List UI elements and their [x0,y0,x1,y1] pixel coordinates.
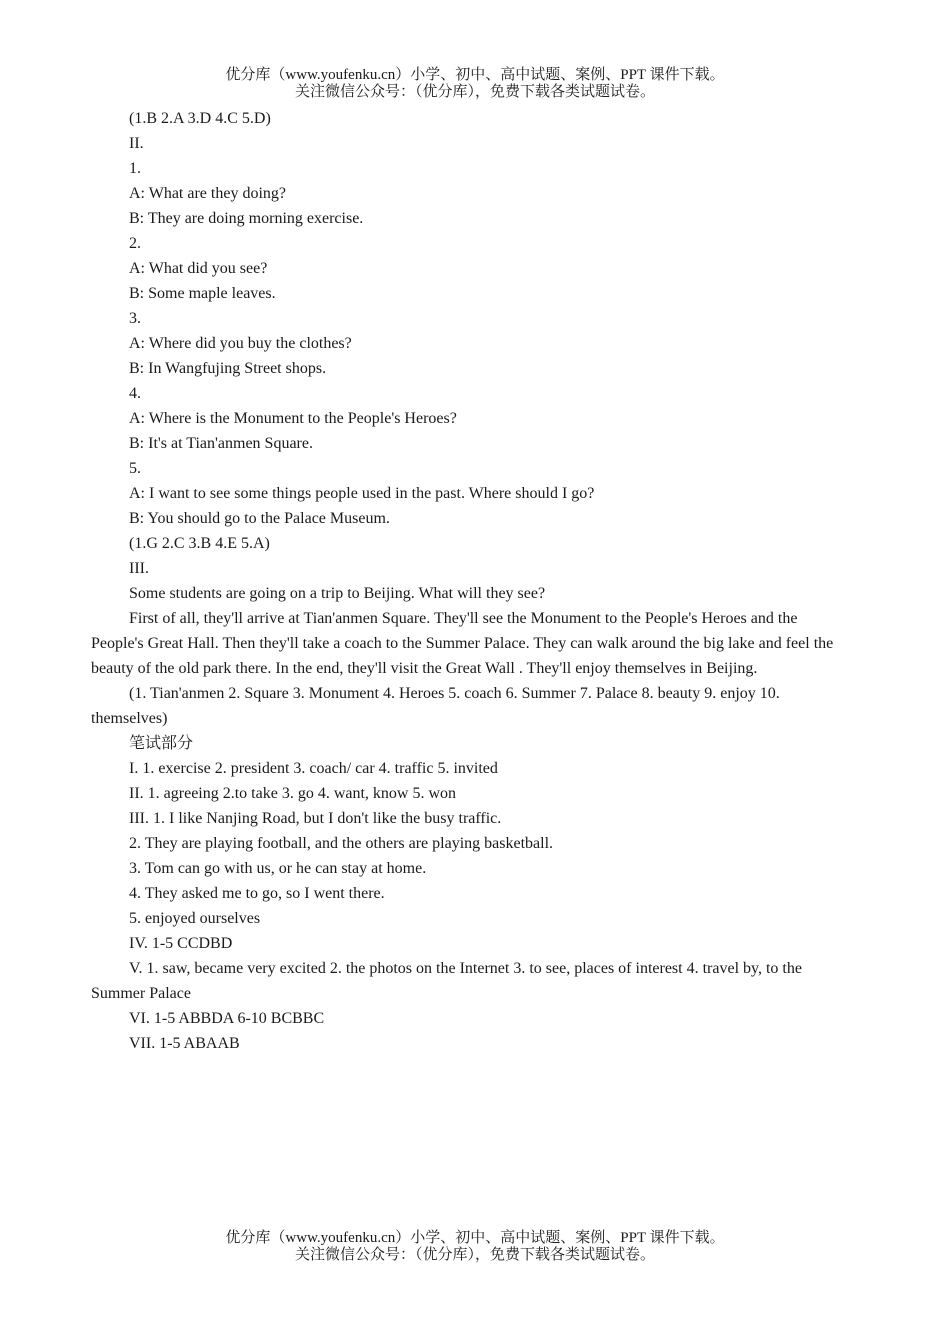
written-answer-vii: VII. 1-5 ABAAB [129,1035,240,1052]
dialogue-line: A: Where did you buy the clothes? [129,335,352,352]
dialogue-number: 4. [129,385,141,402]
passage-answers: (1. Tian'anmen 2. Square 3. Monument 4. Heroes 5. coach 6. Summer 7. Palace 8. beauty 9. enjoy 10. themselves) [91,685,780,727]
written-answer-iii-5: 5. enjoyed ourselves [129,910,261,927]
dialogue-line: A: I want to see some things people used in the past. Where should I go? [129,485,595,502]
dialogue-line: B: In Wangfujing Street shops. [129,360,327,377]
dialogue-number: 3. [129,310,141,327]
written-answer-iii-1: III. 1. I like Nanjing Road, but I don't like the busy traffic. [129,810,502,827]
dialogue-line: B: You should go to the Palace Museum. [129,510,390,527]
answer-key-content [91,106,851,1056]
dialogue-line: B: It's at Tian'anmen Square. [129,435,313,452]
page-header [0,67,950,101]
written-answer-iii-2: 2. They are playing football, and the others are playing basketball. [129,835,554,852]
written-answer-v: V. 1. saw, became very excited 2. the photos on the Internet 3. to see, places of interest 4. travel by, to the Summer Palace [91,960,802,1002]
written-answer-vi: VI. 1-5 ABBDA 6-10 BCBBC [129,1010,325,1027]
dialogue-line: A: What did you see? [129,260,268,277]
passage-intro: Some students are going on a trip to Beijing. What will they see? [129,585,546,602]
dialogue-line: B: Some maple leaves. [129,285,276,302]
written-answer-iv: IV. 1-5 CCDBD [129,935,233,952]
dialogue-line: A: Where is the Monument to the People's Heroes? [129,410,457,427]
header-line-2: 关注微信公众号：（优分库），免费下载各类试题试卷。 [294,84,655,100]
page-footer [0,1230,950,1264]
written-answer-iii-3: 3. Tom can go with us, or he can stay at home. [129,860,427,877]
dialogue-number: 5. [129,460,141,477]
section-heading-ii: II. [129,135,144,152]
listening-part2-answers: (1.G 2.C 3.B 4.E 5.A) [129,535,270,552]
written-answer-i: I. 1. exercise 2. president 3. coach/ car 4. traffic 5. invited [129,760,498,777]
dialogue-number: 2. [129,235,141,252]
written-answer-ii: II. 1. agreeing 2.to take 3. go 4. want, know 5. won [129,785,457,802]
dialogue-number: 1. [129,160,141,177]
dialogue-line: A: What are they doing? [129,185,286,202]
dialogue-line: B: They are doing morning exercise. [129,210,364,227]
footer-line-2: 关注微信公众号：（优分库），免费下载各类试题试卷。 [294,1247,655,1263]
listening-part1-answers: (1.B 2.A 3.D 4.C 5.D) [129,110,271,127]
written-answer-iii-4: 4. They asked me to go, so I went there. [129,885,385,902]
section-heading-iii: III. [129,560,149,577]
written-section-heading: 笔试部分 [129,735,194,752]
passage-paragraph: First of all, they'll arrive at Tian'anmen Square. They'll see the Monument to the People's Heroes and the People's Great Hall. Then they'll take a coach to the Summer Palace. They can walk around the big lake and feel the beauty of the old park there. In the end, they'll visit the Great Wall . They'll enjoy themselves in Beijing. [91,610,834,677]
footer-line-1: 优分库（www.youfenku.cn）小学、初中、高中试题、案例、PPT 课件下载。 [225,1230,725,1246]
header-line-1: 优分库（www.youfenku.cn）小学、初中、高中试题、案例、PPT 课件下载。 [225,67,725,83]
